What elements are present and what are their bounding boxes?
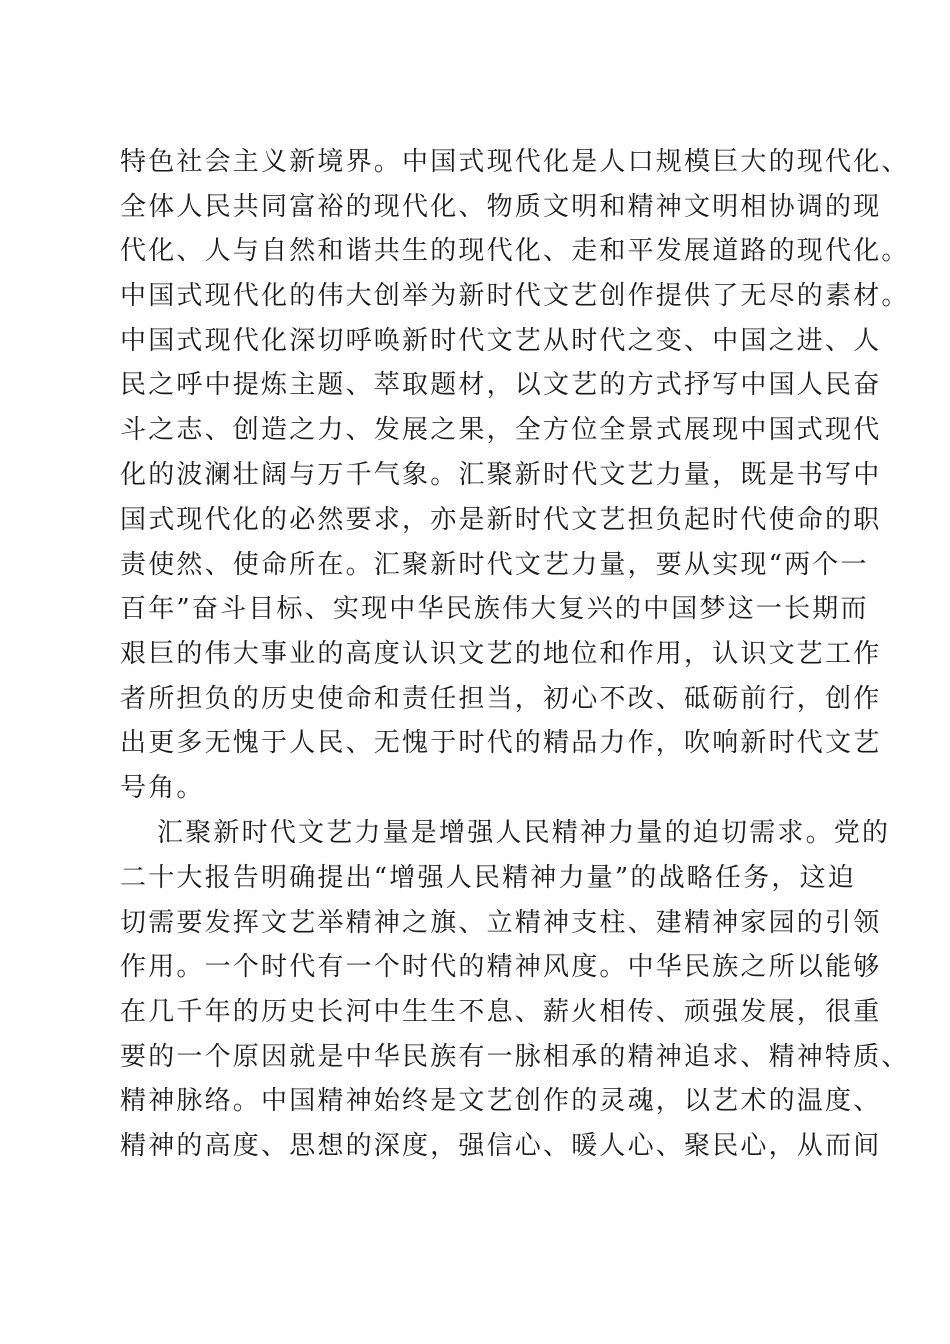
- text-line: 化的波澜壮阔与万千气象。汇聚新时代文艺力量，既是书写中: [120, 460, 882, 490]
- text-line: 二十大报告明确提出“增强人民精神力量”的战略任务，这迫: [120, 863, 856, 893]
- text-line: 作用。一个时代有一个时代的精神风度。中华民族之所以能够: [120, 952, 882, 982]
- text-line: 责使然、使命所在。汇聚新时代文艺力量，要从实现“两个一: [120, 550, 869, 580]
- text-line: 代化、人与自然和谐共生的现代化、走和平发展道路的现代化。: [120, 236, 910, 266]
- text-line: 汇聚新时代文艺力量是增强人民精神力量的迫切需求。党的: [157, 818, 891, 848]
- text-line: 百年”奋斗目标、实现中华民族伟大复兴的中国梦这一长期而: [120, 594, 869, 624]
- text-line: 特色社会主义新境界。中国式现代化是人口规模巨大的现代化、: [120, 147, 910, 177]
- text-line: 斗之志、创造之力、发展之果，全方位全景式展现中国式现代: [120, 415, 882, 445]
- text-line: 民之呼中提炼主题、萃取题材，以文艺的方式抒写中国人民奋: [120, 370, 882, 400]
- text-line: 号角。: [120, 773, 205, 803]
- text-line: 艰巨的伟大事业的高度认识文艺的地位和作用，认识文艺工作: [120, 639, 882, 669]
- text-line: 精神的高度、思想的深度，强信心、暖人心、聚民心，从而间: [120, 1131, 882, 1161]
- text-line: 精神脉络。中国精神始终是文艺创作的灵魂，以艺术的温度、: [120, 1086, 882, 1116]
- text-line: 要的一个原因就是中华民族有一脉相承的精神追求、精神特质、: [120, 1042, 910, 1072]
- text-line: 在几千年的历史长河中生生不息、薪火相传、顽强发展，很重: [120, 997, 882, 1027]
- text-line: 者所担负的历史使命和责任担当，初心不改、砥砺前行，创作: [120, 684, 882, 714]
- text-line: 全体人民共同富裕的现代化、物质文明和精神文明相协调的现: [120, 192, 882, 222]
- text-line: 中国式现代化的伟大创举为新时代文艺创作提供了无尽的素材。: [120, 281, 910, 311]
- text-line: 中国式现代化深切呼唤新时代文艺从时代之变、中国之进、人: [120, 326, 882, 356]
- text-line: 切需要发挥文艺举精神之旗、立精神支柱、建精神家园的引领: [120, 908, 882, 938]
- text-line: 出更多无愧于人民、无愧于时代的精品力作，吹响新时代文艺: [120, 728, 882, 758]
- text-line: 国式现代化的必然要求，亦是新时代文艺担负起时代使命的职: [120, 505, 882, 535]
